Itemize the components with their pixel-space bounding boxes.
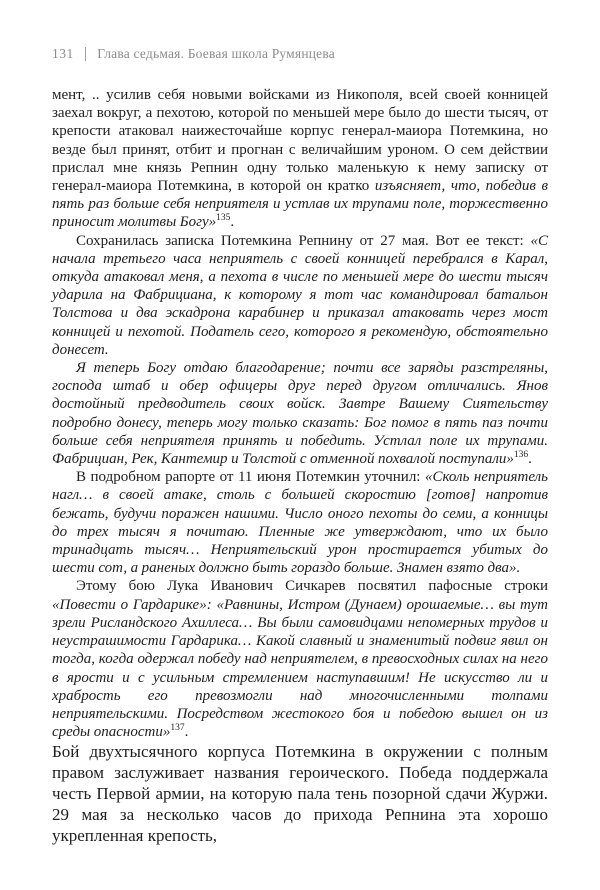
text-segment: . <box>230 214 235 231</box>
text-segment: Этому бою Лука Иванович Сичкарев посвятил пафосные строки <box>76 578 548 595</box>
footnote-ref: 136 <box>513 450 529 461</box>
text-segment: изъясняет, что, победив в пять раз больше себя неприятеля и устлав их трупами поле, торжественно приносит молитвы Богу» <box>52 178 548 231</box>
text-segment: . <box>528 451 532 468</box>
text-segment: «Сколь неприятель нагл… в своей атаке, столь с большей скоростию [готов] напротив бежать, будучи поражен нашими. Число оного пехоты до семи, а конницы до трех тысяч я почитаю. Пленные же утверждают, что их было тринадцать тысяч… Неприятельский урон простирается убитых до шести сот, а раненых должно быть гораздо больше. Знамен взято два». <box>52 469 548 577</box>
text-segment: «С начала третьего часа неприятель с своей конницей перебрался в Карал, откуда атаковал меня, а пехота в числе по меньшей мере до шести тысяч ударила на Фабрициана, к которому я тот час командировал батальон Толстова и два эскадрона карабинер и приказал атаковать через мост конницей и пехотой. Податель сего, которого я рекомендую, обстоятельно донесет. <box>52 232 548 358</box>
text-segment: Сохранилась записка Потемкина Репнину от 27 мая. Вот ее текст: <box>76 232 531 249</box>
page-header <box>52 46 548 62</box>
text-segment: мент, .. усилив себя новыми войсками из Никополя, всей своей конницей заехал вокруг, а пехотою, которой по меньшей мере было до шести тысяч, от крепости атаковал наижесточайше корпус генерал-маиора Потемкина, но везде был принят, отбит и прогнан с величайшим уроном. О сем действии прислал мне князь Репнин одну только маленькую к нему записку от генерал-маиора Потемкина, в которой он кратко <box>52 87 548 195</box>
text-segment: Я теперь Богу отдаю благодарение; почти все заряды разстреляны, господа штаб и обер офицеры друг перед другом отличались. Янов достойный предводитель своих войск. Завтре Вашему Сиятельству подробно донесу, теперь могу только сказать: Бог помог в пять паз почти больше себя неприятеля принять и победить. Устлал поле их трупами. Фабрициан, Рек, Кантемир и Толстой с отменной похвалой поступали» <box>52 360 548 468</box>
text-segment: . <box>184 724 189 741</box>
page-number: 131 <box>52 46 74 61</box>
paragraph <box>52 359 548 468</box>
paragraph <box>52 577 548 741</box>
page-body <box>52 86 548 846</box>
text-segment: В подробном рапорте от 11 июня Потемкин уточнил: <box>76 469 425 486</box>
header-divider-bar <box>85 47 87 61</box>
paragraph <box>52 232 548 359</box>
footnote-ref: 135 <box>216 213 231 224</box>
paragraph <box>52 468 548 577</box>
footnote-ref: 137 <box>170 723 185 734</box>
chapter-title: Глава седьмая. Боевая школа Румянцева <box>97 46 335 61</box>
text-segment: «Повести о Гардарике»: «Равнины, Истром (Дунаем) орошаемые… вы тут зрели Рисландского Ахиллеса… Вы были самовидцами непомерных трудов и неустрашимости Гардарика… Какой славный и знаменитый подвиг явил он тогда, когда одержал победу над неприятелем, в превосходных силах на него в ярости и с усильным стремлением наступавшим! Не искусство ли и храбрость его превозмогли над многочисленными толпами неприятельскими. Посредством жестокого боя и победою вышел он из среды опасности» <box>52 596 548 741</box>
paragraph <box>52 86 548 232</box>
text-segment: Бой двухтысячного корпуса Потемкина в окружении с полным правом заслуживает названия героического. Победа поддержала честь Первой армии, на которую пала тень позорной сдачи Журжи. 29 мая за несколько часов до прихода Репнина эта хорошо укрепленная крепость, <box>52 742 548 846</box>
paragraph <box>52 741 548 846</box>
